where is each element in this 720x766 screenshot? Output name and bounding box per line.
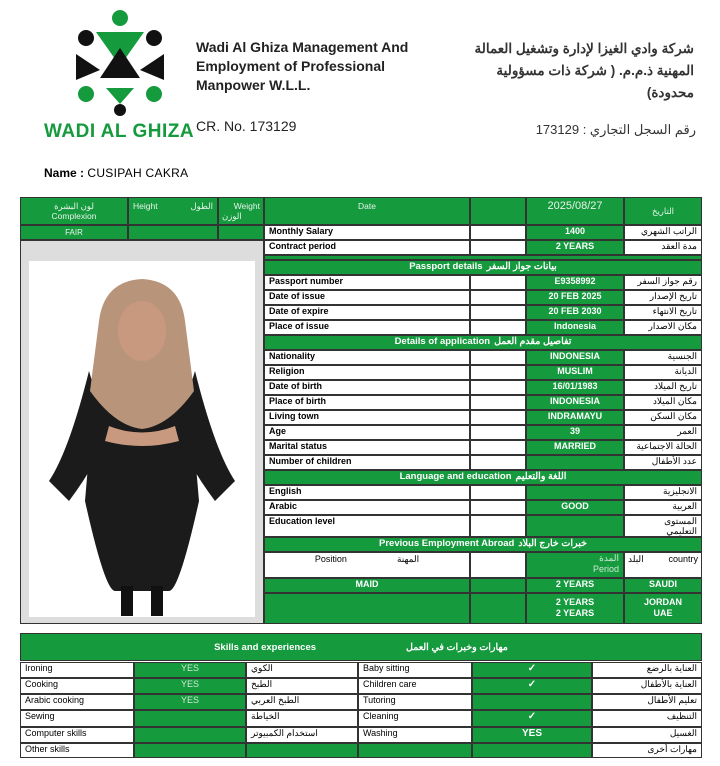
- skill-left-ar: استخدام الكمبيوتر: [246, 727, 358, 743]
- skill-left-ar: الكوي: [246, 662, 358, 678]
- logo-text: WADI AL GHIZA: [44, 121, 195, 142]
- application-label-ar: مكان الميلاد: [624, 395, 702, 410]
- skill-right-value: [472, 743, 592, 758]
- period-value: 2 YEARS: [555, 597, 595, 607]
- country-value: UAE: [653, 608, 673, 618]
- employment-country-multi: [624, 593, 702, 624]
- cr-number: CR. No. 173129: [196, 118, 297, 134]
- period-period_ar: المدة: [599, 553, 619, 563]
- contract-value: 1400: [526, 225, 624, 240]
- photo-panel: [20, 240, 264, 624]
- skill-left-value: YES: [134, 694, 246, 710]
- application-value: [526, 455, 624, 470]
- skill-right-value: ✓: [472, 678, 592, 694]
- application-label: Date of birth: [264, 380, 470, 395]
- passport-header-en: Passport details: [409, 261, 483, 272]
- name-label: Name :: [44, 166, 85, 180]
- skill-left-ar: الخياطة: [246, 710, 358, 727]
- skills-header: [20, 633, 702, 661]
- english-label: English: [264, 485, 470, 500]
- education-ar-line: المستوى: [664, 516, 697, 526]
- education-spacer: [470, 515, 526, 537]
- application-value: MUSLIM: [526, 365, 624, 380]
- application-value: 16/01/1983: [526, 380, 624, 395]
- weight-header: [218, 197, 264, 225]
- skill-left-label: Ironing: [20, 662, 134, 678]
- passport-value: E9358992: [526, 275, 624, 290]
- passport-spacer: [470, 290, 526, 305]
- skill-left-value: YES: [134, 678, 246, 694]
- skill-left-value: YES: [134, 662, 246, 678]
- complexion-ar: لون البشرة: [54, 201, 94, 211]
- country-value: JORDAN: [643, 597, 682, 607]
- company-name-line: Wadi Al Ghiza Management And: [196, 39, 409, 55]
- application-label: Place of birth: [264, 395, 470, 410]
- position-ar: المهنة: [396, 554, 420, 564]
- position-header-cell: [264, 552, 470, 578]
- passport-label: Date of expire: [264, 305, 470, 320]
- arabic-value: GOOD: [526, 500, 624, 515]
- skill-left-label: Cooking: [20, 678, 134, 694]
- employment-country: SAUDI: [624, 578, 702, 593]
- complexion-value: FAIR: [20, 225, 128, 240]
- skill-right-value: ✓: [472, 662, 592, 678]
- height-header: [128, 197, 218, 225]
- date-ar: التاريخ: [624, 197, 702, 225]
- education-label: Education level: [264, 515, 470, 537]
- company-name-line: Employment of Professional: [196, 58, 386, 74]
- skills-title: Skills and experiences: [214, 642, 317, 653]
- employment-position: MAID: [264, 578, 470, 593]
- skill-left-value: [134, 727, 246, 743]
- application-spacer: [470, 425, 526, 440]
- skill-left-ar: الطبخ: [246, 678, 358, 694]
- application-label-ar: الديانة: [624, 365, 702, 380]
- skill-right-label: Baby sitting: [358, 662, 472, 678]
- company-logo: [72, 8, 168, 116]
- application-spacer: [470, 410, 526, 425]
- application-label-ar: مكان السكن: [624, 410, 702, 425]
- contract-label: Contract period: [264, 240, 470, 255]
- application-label-ar: عدد الأطفال: [624, 455, 702, 470]
- weight-ar: الوزن: [222, 211, 242, 221]
- skill-right-label: Children care: [358, 678, 472, 694]
- skill-right-ar: الغسيل: [592, 727, 702, 743]
- education-label-ar: [624, 515, 702, 537]
- date-value: 2025/08/27: [526, 197, 624, 225]
- company-name-en: [196, 38, 408, 95]
- arabic-spacer: [470, 500, 526, 515]
- application-spacer: [470, 365, 526, 380]
- application-value: 39: [526, 425, 624, 440]
- passport-value: 20 FEB 2025: [526, 290, 624, 305]
- skill-right-label: [358, 743, 472, 758]
- application-spacer: [470, 440, 526, 455]
- company-name-line: Manpower W.L.L.: [196, 77, 311, 93]
- skill-left-label: Computer skills: [20, 727, 134, 743]
- education-value: [526, 515, 624, 537]
- contract-label-ar: مدة العقد: [624, 240, 702, 255]
- country-header: [624, 552, 702, 578]
- skill-left-ar: الطبخ العربي: [246, 694, 358, 710]
- passport-label-ar: تاريخ الانتهاء: [624, 305, 702, 320]
- application-spacer: [470, 350, 526, 365]
- passport-value: 20 FEB 2030: [526, 305, 624, 320]
- english-value: [526, 485, 624, 500]
- passport-label: Passport number: [264, 275, 470, 290]
- candidate-photo: [29, 261, 255, 617]
- application-label: Age: [264, 425, 470, 440]
- passport-label: Date of issue: [264, 290, 470, 305]
- position-spacer: [470, 552, 526, 578]
- application-spacer: [470, 395, 526, 410]
- country-en: country: [668, 554, 698, 564]
- weight-en: Weight: [233, 201, 260, 211]
- employment-header-ar: خبرات خارج البلاد: [518, 538, 587, 549]
- application-label: Marital status: [264, 440, 470, 455]
- employment-spacer: [470, 593, 526, 624]
- passport-header-ar: بيانات جواز السفر: [486, 261, 557, 272]
- passport-label-ar: تاريخ الإصدار: [624, 290, 702, 305]
- position-en: Position: [314, 554, 347, 564]
- employment-period-multi: [526, 593, 624, 624]
- contract-spacer: [470, 240, 526, 255]
- application-value: INDONESIA: [526, 350, 624, 365]
- application-label: Number of children: [264, 455, 470, 470]
- skill-right-value: YES: [472, 727, 592, 743]
- contract-spacer: [470, 225, 526, 240]
- employment-position-blank: [264, 593, 470, 624]
- application-value: MARRIED: [526, 440, 624, 455]
- candidate-name: [44, 166, 188, 180]
- company-name-ar-line: المهنية ذ.م.م. ( شركة ذات مسؤولية: [496, 63, 694, 78]
- english-label-ar: الانجليزية: [624, 485, 702, 500]
- skill-right-ar: العناية بالرضع: [592, 662, 702, 678]
- passport-value: Indonesia: [526, 320, 624, 335]
- passport-spacer: [470, 275, 526, 290]
- contract-label: Monthly Salary: [264, 225, 470, 240]
- application-label-ar: تاريخ الميلاد: [624, 380, 702, 395]
- english-spacer: [470, 485, 526, 500]
- employment-header: [264, 537, 702, 552]
- application-header-ar: تفاصيل مقدم العمل: [494, 336, 572, 347]
- period-period: Period: [592, 564, 619, 574]
- passport-label-ar: مكان الاصدار: [624, 320, 702, 335]
- passport-spacer: [470, 305, 526, 320]
- application-header: [264, 335, 702, 350]
- skill-right-label: Tutoring: [358, 694, 472, 710]
- country-ar: البلد: [628, 554, 644, 564]
- skill-left-label: Sewing: [20, 710, 134, 727]
- employment-header-en: Previous Employment Abroad: [379, 538, 515, 549]
- skill-right-value: ✓: [472, 710, 592, 727]
- skill-right-ar: مهارات أخرى: [592, 743, 702, 758]
- application-label-ar: الحالة الاجتماعية: [624, 440, 702, 455]
- skill-left-value: [134, 743, 246, 758]
- language-header-ar: اللغة والتعليم: [515, 471, 567, 482]
- complexion-header: [20, 197, 128, 225]
- skill-right-ar: العناية بالأطفال: [592, 678, 702, 694]
- application-header-en: Details of application: [394, 336, 491, 347]
- skill-left-ar: [246, 743, 358, 758]
- language-header: [264, 470, 702, 485]
- passport-spacer: [470, 320, 526, 335]
- application-label: Living town: [264, 410, 470, 425]
- person-figure-icon: [29, 261, 255, 617]
- arabic-label-ar: العربية: [624, 500, 702, 515]
- application-label: Nationality: [264, 350, 470, 365]
- contract-label-ar: الراتب الشهري: [624, 225, 702, 240]
- education-ar-line: التعليمي: [666, 526, 697, 536]
- company-name-ar-line: شركة وادي الغيزا لإدارة وتشغيل العمالة: [474, 41, 694, 56]
- height-ar: الطول: [190, 201, 213, 211]
- application-label-ar: الجنسية: [624, 350, 702, 365]
- passport-label: Place of issue: [264, 320, 470, 335]
- arabic-label: Arabic: [264, 500, 470, 515]
- complexion-en: Complexion: [51, 211, 97, 221]
- height-value: [128, 225, 218, 240]
- company-name-ar-line: محدودة): [646, 85, 694, 100]
- employment-period: 2 YEARS: [526, 578, 624, 593]
- application-spacer: [470, 455, 526, 470]
- weight-value: [218, 225, 264, 240]
- language-header-en: Language and education: [399, 471, 512, 482]
- employment-spacer: [470, 578, 526, 593]
- skill-right-label: Cleaning: [358, 710, 472, 727]
- skill-right-ar: التنظيف: [592, 710, 702, 727]
- skill-left-label: Arabic cooking: [20, 694, 134, 710]
- period-value: 2 YEARS: [555, 608, 595, 618]
- application-spacer: [470, 380, 526, 395]
- skill-left-label: Other skills: [20, 743, 134, 758]
- date-header: Date: [264, 197, 470, 225]
- period-header: [526, 552, 624, 578]
- passport-label-ar: رقم جواز السفر: [624, 275, 702, 290]
- skill-left-value: [134, 710, 246, 727]
- skill-right-label: Washing: [358, 727, 472, 743]
- application-label: Religion: [264, 365, 470, 380]
- passport-header: [264, 260, 702, 275]
- skill-right-ar: تعليم الأطفال: [592, 694, 702, 710]
- height-en: Height: [133, 201, 158, 211]
- name-value: CUSIPAH CAKRA: [87, 166, 189, 180]
- date-spacer: [470, 197, 526, 225]
- skill-right-value: [472, 694, 592, 710]
- application-label-ar: العمر: [624, 425, 702, 440]
- company-name-ar: [434, 38, 694, 104]
- application-value: INDRAMAYU: [526, 410, 624, 425]
- cr-number-ar: رقم السجل التجاري : 173129: [535, 122, 696, 137]
- skills-title-ar: مهارات وخبرات في العمل: [406, 642, 508, 653]
- application-value: INDONESIA: [526, 395, 624, 410]
- contract-value: 2 YEARS: [526, 240, 624, 255]
